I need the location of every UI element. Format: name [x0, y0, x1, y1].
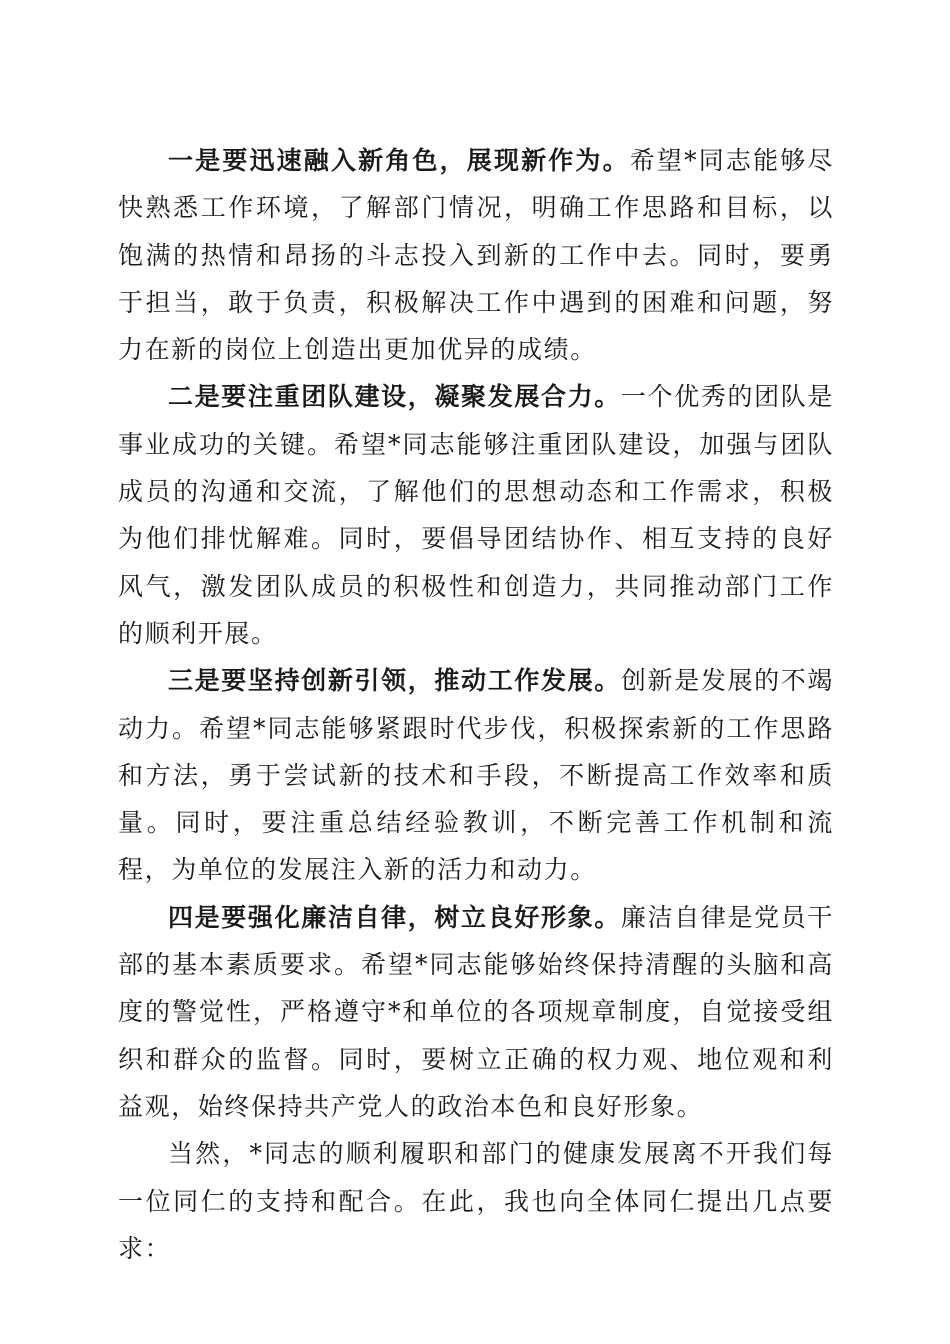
- paragraph-3: [118, 657, 834, 893]
- paragraph-5-text: 当然，*同志的顺利履职和部门的健康发展离不开我们每一位同仁的支持和配合。在此，我也向全体同仁提出几点要求：: [118, 1139, 834, 1263]
- paragraph-2: [118, 373, 834, 657]
- paragraph-4-heading: 四是要强化廉洁自律，树立良好形象。: [168, 902, 621, 932]
- paragraph-3-text: 创新是发展的不竭动力。希望*同志能够紧跟时代步伐，积极探索新的工作思路和方法，勇于尝试新的技术和手段，不断提高工作效率和质量。同时，要注重总结经验教训，不断完善工作机制和流程，为单位的发展注入新的活力和动力。: [118, 666, 834, 885]
- paragraph-1: [118, 137, 834, 373]
- document-body: [118, 137, 834, 1272]
- paragraph-2-heading: 二是要注重团队建设，凝聚发展合力。: [168, 382, 621, 412]
- paragraph-1-text: 希望*同志能够尽快熟悉工作环境，了解部门情况，明确工作思路和目标，以饱满的热情和昂扬的斗志投入到新的工作中去。同时，要勇于担当，敢于负责，积极解决工作中遇到的困难和问题，努力在新的岗位上创造出更加优异的成绩。: [118, 146, 834, 365]
- paragraph-4: [118, 894, 834, 1130]
- paragraph-1-heading: 一是要迅速融入新角色，展现新作为。: [168, 146, 630, 175]
- paragraph-2-text: 一个优秀的团队是事业成功的关键。希望*同志能够注重团队建设，加强与团队成员的沟通和交流，了解他们的思想动态和工作需求，积极为他们排忧解难。同时，要倡导团结协作、相互支持的良好风气，激发团队成员的积极性和创造力，共同推动部门工作的顺利开展。: [118, 382, 834, 648]
- paragraph-4-text: 廉洁自律是党员干部的基本素质要求。希望*同志能够始终保持清醒的头脑和高度的警觉性，严格遵守*和单位的各项规章制度，自觉接受组织和群众的监督。同时，要树立正确的权力观、地位观和利益观，始终保持共产党人的政治本色和良好形象。: [118, 902, 834, 1121]
- paragraph-5: [118, 1130, 834, 1272]
- paragraph-3-heading: 三是要坚持创新引领，推动工作发展。: [168, 666, 621, 696]
